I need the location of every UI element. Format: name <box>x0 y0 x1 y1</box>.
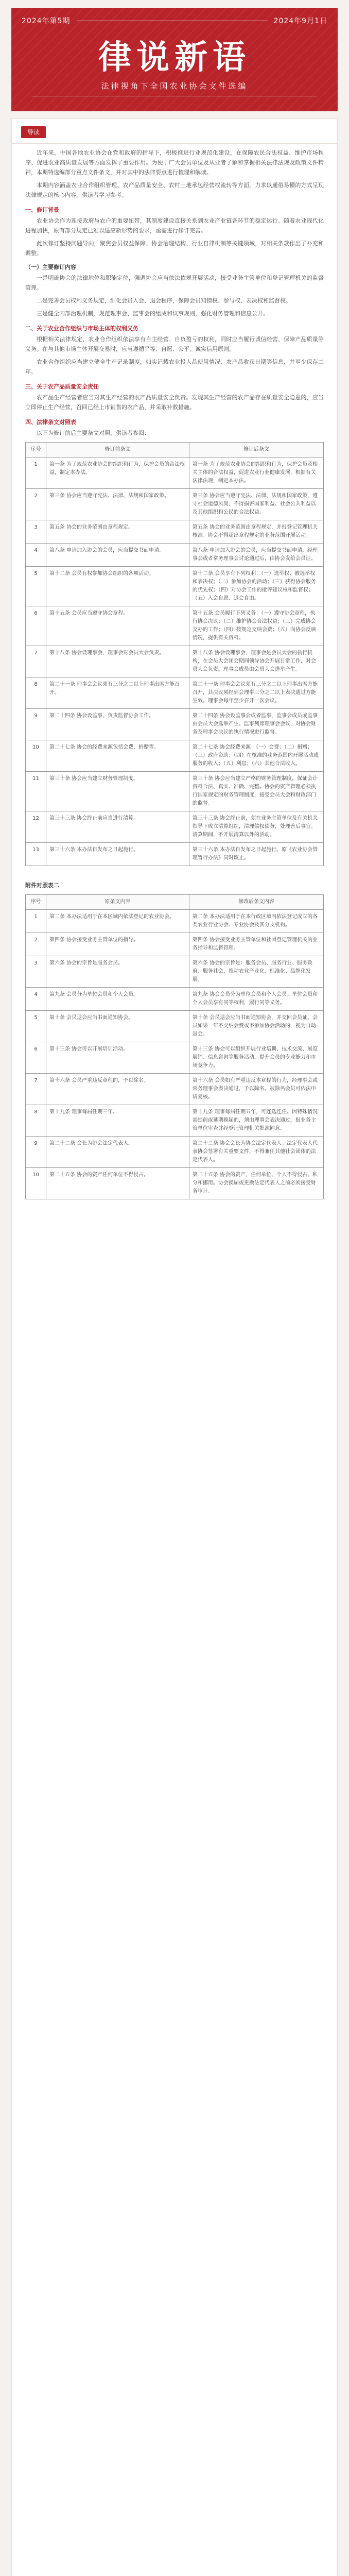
row-number-cell: 5 <box>26 1011 46 1042</box>
row-number-cell: 10 <box>26 1168 46 1199</box>
row-number-cell: 7 <box>26 1074 46 1105</box>
row-number-cell: 6 <box>26 1042 46 1074</box>
body-paragraph: 此次修订坚持问题导向，聚焦会员权益保障、协会治理结构、行业自律机制等关键领域，对相关条款作出了补充和调整。 <box>25 240 324 257</box>
table-row <box>26 1168 324 1199</box>
row-number-cell: 3 <box>26 956 46 988</box>
body-paragraph: 二是完善会员权利义务规定，细化会员入会、退会程序，保障会员知情权、参与权、表决权和监督权。 <box>37 297 291 304</box>
old-text-cell: 第十二条 会员有权参加协会组织的各项活动。 <box>46 567 189 606</box>
body-paragraph: 农业协会作为连接政府与农户的重要纽带，其制度建设直接关系到农业产业链各环节的稳定运行。随着农业现代化进程加快，原有部分规定已难以适应新形势的要求，亟需进行修订完善。 <box>25 217 324 234</box>
body-paragraph: 三是健全内部治理机制，规范理事会、监事会的组成和议事规则，强化财务管理和信息公开。 <box>37 310 269 317</box>
old-text-cell: 第八条 申请加入协会的会员，应当提交书面申请。 <box>46 544 189 567</box>
body-paragraph: 根据相关法律规定，农业合作组织依法享有自主经营、自负盈亏的权利，同时应当履行诚信经营、保障产品质量等义务。在与其他市场主体开展交易时，应当遵循平等、自愿、公平、诚实信用原则。 <box>25 336 324 352</box>
new-text-cell: 第四条 协会接受业务主管单位和社团登记管理机关的业务指导和监督管理。 <box>189 933 323 956</box>
table-header: 修订后条文 <box>189 443 323 457</box>
row-number-cell: 2 <box>26 933 46 956</box>
row-number-cell: 13 <box>26 843 46 866</box>
table-row <box>26 520 324 544</box>
table-row <box>26 988 324 1011</box>
sub-heading: （一）主要修订内容 <box>25 264 76 270</box>
new-text-cell: 第二十二条 协会会长为协会法定代表人。法定代表人代表协会签署有关重要文件，不得兼任其他社会团体的法定代表人。 <box>189 1137 323 1168</box>
table-row <box>26 606 324 646</box>
old-text-cell: 第一条 为了规范农业协会的组织和行为，保护会员的合法权益，制定本办法。 <box>46 457 189 489</box>
old-text-cell: 第五条 协会的业务范围由章程规定。 <box>46 520 189 544</box>
new-text-cell: 第二条 本办法适用于在本行政区域内依法登记成立的各类农业行业协会、专业协会及其分支机构。 <box>189 910 323 933</box>
old-text-cell: 第四条 协会接受业务主管单位的指导。 <box>46 933 189 956</box>
new-text-cell: 第八条 申请加入协会的会员，应当提交书面申请，经理事会或者常务理事会讨论通过后，由协会发给会员证。 <box>189 544 323 567</box>
table-row <box>26 489 324 520</box>
new-text-cell: 第二十五条 协会的资产，任何单位、个人不得侵占、私分和挪用。协会换届或更换法定代表人之前必须接受财务审计。 <box>189 1168 323 1199</box>
table-row <box>26 544 324 567</box>
new-text-cell: 第三十条 协会应当建立严格的财务管理制度，保证会计资料合法、真实、准确、完整。协会的资产管理必须执行国家规定的财务管理制度，接受会员大会和财政部门的监督。 <box>189 772 323 811</box>
row-number-cell: 2 <box>26 489 46 520</box>
old-text-cell: 第十九条 理事每届任期三年。 <box>46 1105 189 1137</box>
table-header: 修订前条文 <box>46 443 189 457</box>
table-row <box>26 1137 324 1168</box>
article-body <box>12 144 337 438</box>
intro-paragraph: 近年来，中国各地农业协会在党和政府的指导下，积极推进行业规范化建设，在保障农民合法权益、维护市场秩序、促进农业高质量发展等方面发挥了重要作用。为便于广大会员单位及从业者了解和掌握相关法律法规及政策文件精神，本期特选编部分重点文件条文，并对其中的法律要点进行梳理和解读。 <box>25 149 324 176</box>
new-text-cell: 第十五条 会员履行下列义务：（一）遵守协会章程，执行协会决议；（二）维护协会合法权益；（三）完成协会交办的工作；（四）按规定交纳会费；（五）向协会反映情况，提供有关资料。 <box>189 606 323 646</box>
old-text-cell: 第十八条 协会设理事会，理事会对会员大会负责。 <box>46 646 189 677</box>
section-heading: 一、修订背景 <box>25 207 59 213</box>
old-text-cell: 第九条 会员分为单位会员和个人会员。 <box>46 988 189 1011</box>
row-number-cell: 10 <box>26 740 46 772</box>
row-number-cell: 12 <box>26 811 46 843</box>
table-header: 原条文内容 <box>46 895 189 910</box>
row-number-cell: 8 <box>26 677 46 709</box>
body-paragraph: 农业合作组织应当建立健全生产记录制度，如实记载农业投入品使用情况、农产品收获日期等信息，并至少保存二年。 <box>25 359 324 375</box>
old-text-cell: 第三条 协会应当遵守宪法、法律、法规和国家政策。 <box>46 489 189 520</box>
row-number-cell: 4 <box>26 988 46 1011</box>
table-row <box>26 933 324 956</box>
row-number-cell: 4 <box>26 544 46 567</box>
old-text-cell: 第三十条 协会应当建立财务管理制度。 <box>46 772 189 811</box>
banner-subtitle: 法律视角下全国农业协会文件选编 <box>101 81 248 91</box>
old-text-cell: 第三十三条 协会终止前应当进行清算。 <box>46 811 189 843</box>
row-number-cell: 5 <box>26 567 46 606</box>
new-text-cell: 第二十七条 协会经费来源：（一）会费；（二）捐赠；（三）政府资助；（四）在核准的业务范围内开展活动或服务的收入；（五）利息；（六）其他合法收入。 <box>189 740 323 772</box>
new-text-cell: 第十六条 会员如有严重违反本章程的行为，经理事会或常务理事会表决通过，予以除名。被除名会员可依法申请复核。 <box>189 1074 323 1105</box>
new-text-cell: 第十八条 协会设理事会，理事会是会员大会的执行机构，在会员大会闭会期间领导协会开展日常工作，对会员大会负责。理事会成员由会员大会选举产生。 <box>189 646 323 677</box>
table-row <box>26 457 324 489</box>
table-row <box>26 843 324 866</box>
table-row <box>26 1105 324 1137</box>
section-heading: 二、关于农业合作组织与市场主体的权利义务 <box>25 325 138 332</box>
table-row <box>26 646 324 677</box>
old-text-cell: 第十条 会员退会应当书面通知协会。 <box>46 1011 189 1042</box>
new-text-cell: 第六条 协会的宗旨是：服务会员、服务行业、服务政府、服务社会，推动农业产业化、标准化、品牌化发展。 <box>189 956 323 988</box>
table-row <box>26 567 324 606</box>
table2-wrap <box>12 894 337 1199</box>
row-number-cell: 9 <box>26 1137 46 1168</box>
table-row <box>26 1011 324 1042</box>
banner-title: 律说新语 <box>98 38 251 77</box>
old-text-cell: 第六条 协会的宗旨是服务会员。 <box>46 956 189 988</box>
new-text-cell: 第十三条 协会可以组织开展行业培训、技术交流、展览展销、信息咨询等服务活动，提升会员的专业能力和市场竞争力。 <box>189 1042 323 1074</box>
row-number-cell: 3 <box>26 520 46 544</box>
issue-row <box>22 15 327 26</box>
issue-date: 2024年9月1日 <box>273 17 327 25</box>
body-paragraph: 农产品生产经营者应当对其生产经营的农产品质量安全负责。发现其生产经营的农产品存在质量安全隐患的，应当立即停止生产经营，召回已经上市销售的农产品，并采取补救措施。 <box>25 394 324 411</box>
old-text-cell: 第二十二条 会长为协会法定代表人。 <box>46 1137 189 1168</box>
table-row <box>26 772 324 811</box>
new-text-cell: 第十条 会员退会应当书面通知协会，并交回会员证。会员如果一年不交纳会费或不参加协会活动的，视为自动退会。 <box>189 1011 323 1042</box>
table1-wrap <box>12 442 337 866</box>
new-text-cell: 第一条 为了规范农业协会的组织和行为，保护会员及相关主体的合法权益，促进农业行业健康发展，根据有关法律法规，制定本办法。 <box>189 457 323 489</box>
table-row <box>26 811 324 843</box>
table-header: 序号 <box>26 895 46 910</box>
new-text-cell: 第十九条 理事每届任期五年，可连选连任。因特殊情况需提前或延期换届的，须由理事会表决通过，报业务主管单位审查并经登记管理机关批准同意。 <box>189 1105 323 1137</box>
old-text-cell: 第二条 本办法适用于在本区域内依法登记的农业协会。 <box>46 910 189 933</box>
table-row <box>26 740 324 772</box>
old-text-cell: 第十三条 协会可以开展培训活动。 <box>46 1042 189 1074</box>
new-text-cell: 第三条 协会应当遵守宪法、法律、法规和国家政策，遵守社会道德风尚，不得损害国家利益、社会公共利益以及其他组织和公民的合法权益。 <box>189 489 323 520</box>
section-heading: 四、法律条文对照表 <box>25 419 76 426</box>
section-tag: 导读 <box>21 126 46 138</box>
article-body-2 <box>12 866 337 890</box>
new-text-cell: 第二十一条 理事会会议须有三分之二以上理事出席方能召开，其决议须经到会理事三分之二以上表决通过方能生效。理事会每年至少召开一次会议。 <box>189 677 323 709</box>
table-header: 修改后条文内容 <box>189 895 323 910</box>
new-text-cell: 第二十四条 协会设监事会或者监事，监事会成员或监事由会员大会选举产生。监事列席理事会会议，对协会财务及理事会决议的执行情况进行监督。 <box>189 709 323 740</box>
header-banner <box>11 8 338 111</box>
section-heading: 三、关于农产品质量安全责任 <box>25 383 99 390</box>
comparison-table-2 <box>25 894 324 1199</box>
row-number-cell: 1 <box>26 910 46 933</box>
new-text-cell: 第十二条 会员享有下列权利：（一）选举权、被选举权和表决权；（二）参加协会的活动；（三）获得协会服务的优先权；（四）对协会工作的批评建议权和监督权；（五）入会自愿、退会自由。 <box>189 567 323 606</box>
table-row <box>26 1074 324 1105</box>
issue-number: 2024年第5期 <box>22 17 71 25</box>
comparison-table-1 <box>25 442 324 866</box>
new-text-cell: 第三十三条 协会终止前，须在业务主管单位及有关机关指导下成立清算组织，清理债权债务，处理善后事宜。清算期间，不开展清算以外的活动。 <box>189 811 323 843</box>
table-row <box>26 677 324 709</box>
old-text-cell: 第二十七条 协会的经费来源包括会费、捐赠等。 <box>46 740 189 772</box>
old-text-cell: 第十六条 会员严重违反章程的，予以除名。 <box>46 1074 189 1105</box>
row-number-cell: 9 <box>26 709 46 740</box>
old-text-cell: 第二十四条 协会设监事，负责监督协会工作。 <box>46 709 189 740</box>
new-text-cell: 第五条 协会的业务范围由章程规定，并报登记管理机关核准。协会不得超出章程规定的业务范围开展活动。 <box>189 520 323 544</box>
old-text-cell: 第三十六条 本办法自发布之日起施行。 <box>46 843 189 866</box>
table-header: 序号 <box>26 443 46 457</box>
old-text-cell: 第二十一条 理事会会议须有三分之二以上理事出席方能召开。 <box>46 677 189 709</box>
row-number-cell: 8 <box>26 1105 46 1137</box>
table-row <box>26 910 324 933</box>
row-number-cell: 7 <box>26 646 46 677</box>
body-paragraph: 以下为修订前后主要条文对照，供读者参阅： <box>37 430 150 436</box>
new-text-cell: 第三十六条 本办法自发布之日起施行。原《农业协会管理暂行办法》同时废止。 <box>189 843 323 866</box>
table-row <box>26 956 324 988</box>
old-text-cell: 第二十五条 协会的资产任何单位不得侵占。 <box>46 1168 189 1199</box>
section-heading: 附件对照表二 <box>25 882 59 889</box>
row-number-cell: 11 <box>26 772 46 811</box>
old-text-cell: 第十五条 会员应当遵守协会章程。 <box>46 606 189 646</box>
intro-paragraph: 本期内容涵盖农业合作组织管理、农产品质量安全、农村土地承包经营权流转等方面，力求以通俗易懂的方式呈现法律规定的核心内容，供读者学习参考。 <box>25 182 324 198</box>
body-paragraph: 一是明确协会的法律地位和职能定位，强调协会应当依法依规开展活动，接受业务主管单位和登记管理机关的监督管理。 <box>25 275 324 291</box>
article-card <box>11 118 338 2576</box>
row-number-cell: 6 <box>26 606 46 646</box>
row-number-cell: 1 <box>26 457 46 489</box>
table-row <box>26 1042 324 1074</box>
table-row <box>26 709 324 740</box>
new-text-cell: 第九条 协会会员分为单位会员和个人会员。单位会员和个人会员享有同等权利，履行同等义务。 <box>189 988 323 1011</box>
